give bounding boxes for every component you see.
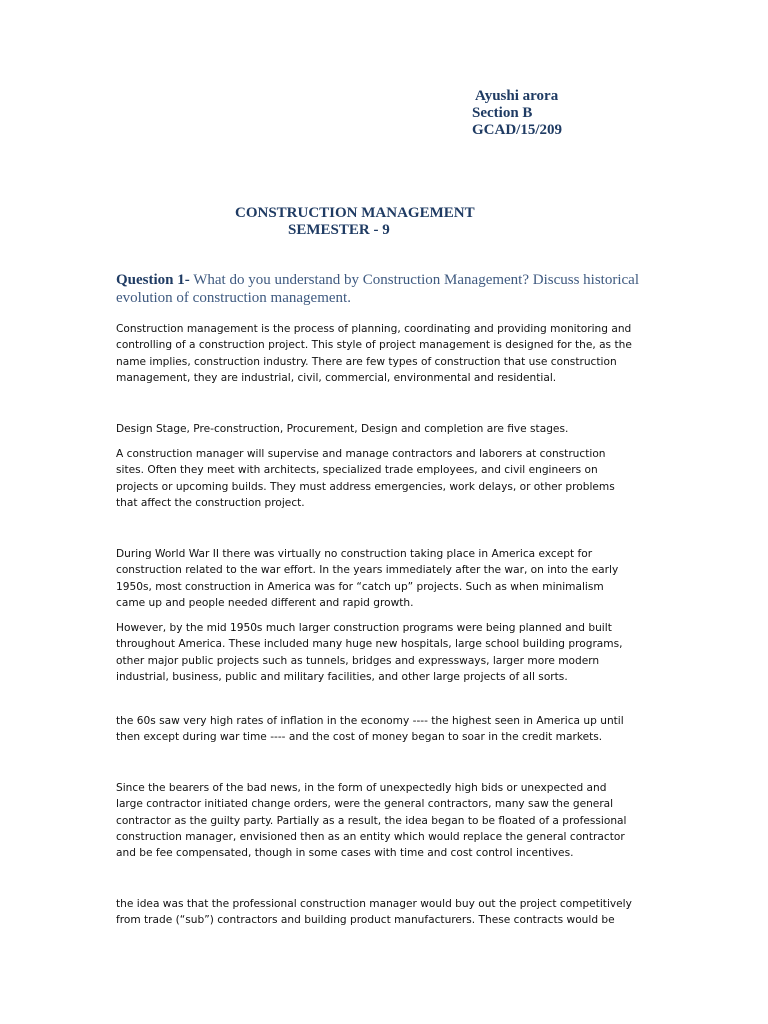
author-name: Ayushi arora xyxy=(475,88,559,104)
paragraph-world-war-ii: During World War II there was virtually no construction taking place in America except for construction related to the war effort. In the years immediately after the war, on into the early 1950s, most construction in America was for “catch up” projects. Such as when minimalism came up and people needed different and rapid growth. xyxy=(116,548,619,609)
semester-title: SEMESTER - 9 xyxy=(288,222,390,238)
paragraph-stages: Design Stage, Pre-construction, Procurement, Design and completion are five stages. xyxy=(116,423,569,435)
paragraph-1960s: the 60s saw very high rates of inflation in the economy ---- the highest seen in America up until then except during war time ---- and the cost of money began to soar in the credit markets. xyxy=(116,715,624,744)
paragraph-definition: Construction management is the process of planning, coordinating and providing monitoring and controlling of a construction project. This style of project management is designed for the, as the name implies, construction industry. There are few types of construction that use construction management, they are industrial, civil, commercial, environmental and residential. xyxy=(116,323,632,384)
paragraph-1950s: However, by the mid 1950s much larger construction programs were being planned and built throughout America. These included many huge new hospitals, large school building programs, other major public projects such as tunnels, bridges and expressways, larger more modern industrial, business, public and military facilities, and other large projects of all sorts. xyxy=(116,622,623,683)
course-title: CONSTRUCTION MANAGEMENT xyxy=(235,205,475,221)
question-label: Question 1- xyxy=(116,272,190,288)
question-heading xyxy=(116,271,661,307)
author-section: Section B xyxy=(472,105,533,121)
paragraph-manager-role: A construction manager will supervise and manage contractors and laborers at construction sites. Often they meet with architects, specialized trade employees, and civil engineers on projects or upcoming builds. They must address emergencies, work delays, or other problems that affect the construction project. xyxy=(116,448,615,509)
paragraph-professional-manager: the idea was that the professional construction manager would buy out the project competitively from trade (“sub”) contractors and building product manufacturers. These contracts would be xyxy=(116,898,632,927)
paragraph-general-contractors: Since the bearers of the bad news, in the form of unexpectedly high bids or unexpected and large contractor initiated change orders, were the general contractors, many saw the general contractor as the guilty party. Partially as a result, the idea began to be floated of a professional construction manager, envisioned then as an entity which would replace the general contractor and be fee compensated, though in some cases with time and cost control incentives. xyxy=(116,782,627,860)
question-text: What do you understand by Construction Management? Discuss historical evolution of construction management. xyxy=(116,272,639,306)
author-block xyxy=(472,88,562,139)
author-roll-number: GCAD/15/209 xyxy=(472,122,562,138)
